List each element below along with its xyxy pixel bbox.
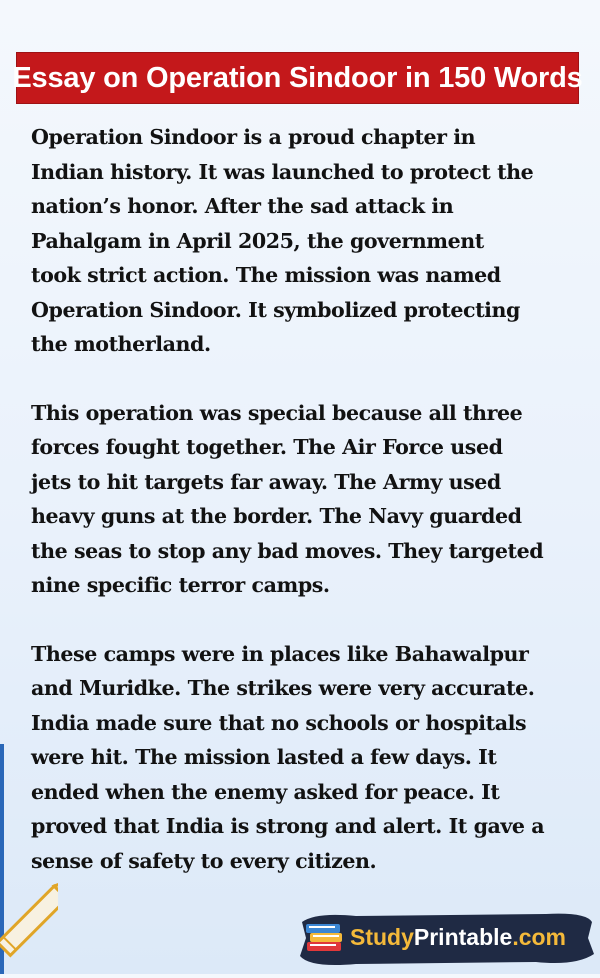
logo-study-text: Study: [350, 924, 414, 950]
paragraph-line: nation’s honor. After the sad attack in: [31, 194, 454, 218]
paragraph-line: proved that India is strong and alert. It gave a: [31, 814, 545, 838]
paragraph-line: took strict action. The mission was named: [31, 263, 501, 287]
pencil-icon: [0, 744, 58, 974]
paragraph-line: Pahalgam in April 2025, the government: [31, 228, 484, 253]
logo-wordmark: [350, 924, 566, 951]
paragraph-line: ended when the enemy asked for peace. It: [31, 779, 500, 804]
logo-com-text: .com: [512, 924, 566, 950]
paragraph-line: the motherland.: [31, 332, 211, 356]
pencil-decoration: [0, 744, 58, 974]
paragraph-line: These camps were in places like Bahawalpur: [31, 641, 529, 666]
paragraph-line: Operation Sindoor is a proud chapter in: [31, 125, 476, 149]
paragraph-line: Operation Sindoor. It symbolized protecting: [31, 297, 520, 322]
paragraph-line: India made sure that no schools or hospitals: [31, 710, 527, 735]
essay-body: [31, 120, 576, 912]
paragraph-line: sense of safety to every citizen.: [31, 848, 377, 873]
paragraph-line: Indian history. It was launched to protect the: [31, 159, 534, 184]
essay-paragraph-2: [31, 396, 576, 603]
paragraph-line: This operation was special because all three: [31, 400, 523, 425]
paragraph-line: the seas to stop any bad moves. They targeted: [31, 538, 544, 563]
paragraph-line: jets to hit targets far away. The Army used: [31, 469, 501, 494]
paragraph-line: heavy guns at the border. The Navy guarded: [31, 504, 522, 528]
title-banner: [12, 52, 583, 104]
essay-paragraph-1: [31, 120, 576, 362]
logo-printable-text: Printable: [413, 924, 513, 950]
paragraph-line: were hit. The mission lasted a few days. It: [31, 745, 497, 769]
paragraph-line: forces fought together. The Air Force used: [31, 435, 503, 459]
studyprintable-logo[interactable]: [296, 908, 594, 968]
essay-paragraph-3: [31, 637, 576, 879]
paragraph-line: nine specific terror camps.: [31, 573, 330, 597]
paragraph-line: and Muridke. The strikes were very accurate.: [31, 676, 535, 700]
page-title: Essay on Operation Sindoor in 150 Words: [12, 61, 583, 94]
book-stack-icon: [304, 916, 346, 958]
